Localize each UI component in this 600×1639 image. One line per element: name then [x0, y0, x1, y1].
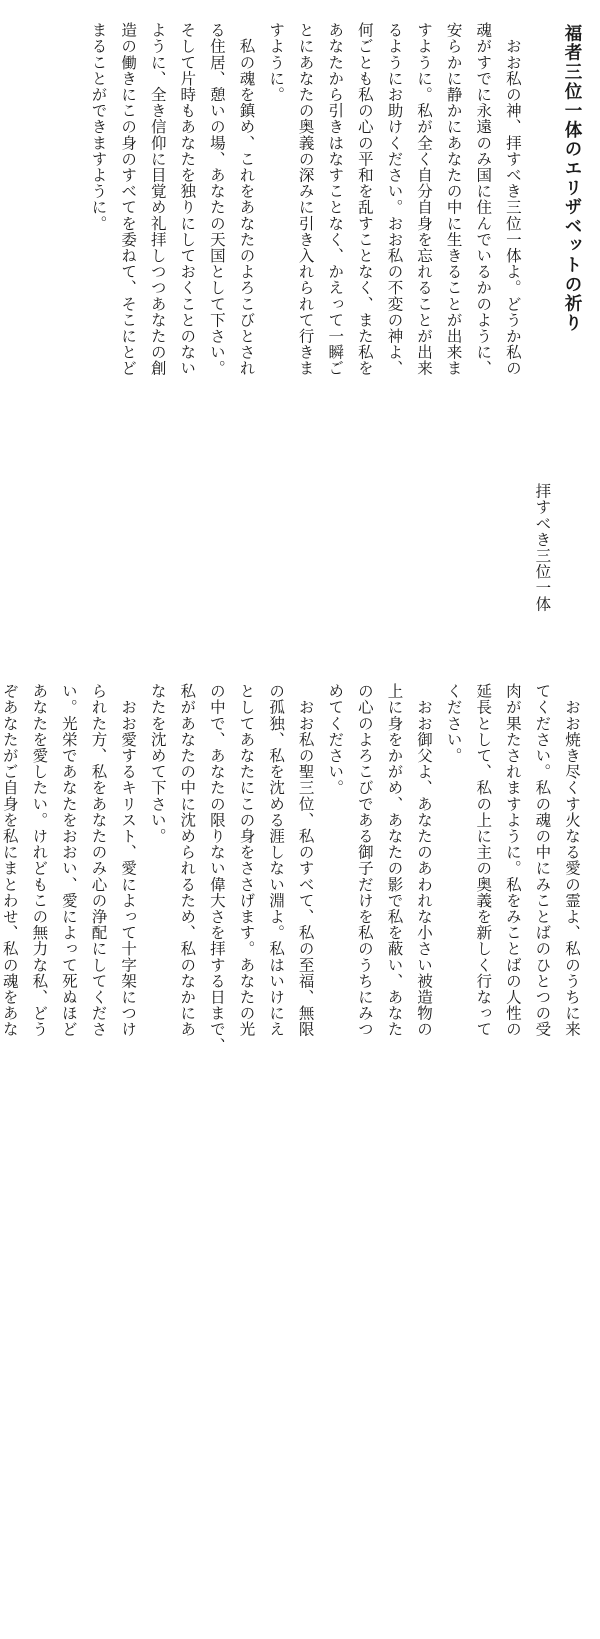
text-line: る住居、憩いの場、あなたの天国として下さい。: [207, 22, 226, 377]
text-line: 私の魂を鎮め、これをあなたのよろこびとされ: [237, 22, 256, 377]
text-line: おお私の聖三位、私のすべて、私の至福、無限: [296, 683, 315, 1038]
text-line: の心のよろこびである御子だけを私のうちにみつ: [355, 683, 374, 1038]
text-line: ぞあなたがご自身を私にまとわせ、私の魂をあな: [0, 683, 19, 1038]
text-line: おお私の神、拝すべき三位一体よ。どうか私の: [503, 22, 522, 377]
text-line: の孤独、私を沈める涯しない淵よ。私はいけにえ: [267, 683, 286, 1038]
text-line: おお御父よ、あなたのあわれな小さい被造物の: [415, 683, 434, 1038]
text-line: ください。: [444, 683, 463, 764]
text-line: 延長として、私の上に主の奥義を新しく行なって: [474, 683, 493, 1038]
text-line: るようにお助けください。おお私の不変の神よ、: [385, 22, 404, 377]
text-line: 私があなたの中に沈められるため、私のなかにあ: [178, 683, 197, 1038]
text-line: すように。: [267, 22, 286, 103]
text-line: られた方、私をあなたのみ心の浄配にしてくださ: [89, 683, 108, 1038]
text-line: 肉が果たされますように。私をみことばの人性の: [503, 683, 522, 1038]
text-line: おお愛するキリスト、愛によって十字架につけ: [119, 683, 138, 1038]
text-line: とにあなたの奥義の深みに引き入れられて行きま: [296, 22, 315, 377]
text-line: すように。私が全く自分自身を忘れることが出来: [415, 22, 434, 377]
text-line: あなたから引きはなすことなく、かえって一瞬ご: [326, 22, 345, 377]
text-line: 造の働きにこの身のすべてを委ねて、そこにとど: [119, 22, 138, 377]
lower-text-block: [0, 683, 586, 1323]
text-line: おお焼き尽くす火なる愛の霊よ、私のうちに来: [563, 683, 581, 1038]
text-line: てください。私の魂の中にみことばのひとつの受: [533, 683, 552, 1038]
text-line: い。光栄であなたをおおい、愛によって死ぬほど: [59, 683, 78, 1038]
text-line: 上に身をかがめ、あなたの影で私を蔽い、あなた: [385, 683, 404, 1038]
text-line: 何ごとも私の心の平和を乱すことなく、また私を: [355, 22, 374, 377]
upper-text-block: [6, 22, 586, 612]
text-line: まることができますように。: [89, 22, 108, 232]
prayer-title: 福者三位一体のエリザベットの祈り: [562, 24, 582, 333]
text-line: なたを沈めて下さい。: [148, 683, 167, 844]
text-line: の中で、あなたの限りない偉大さを拝する日まで、: [207, 683, 226, 1054]
text-line: あなたを愛したい。けれどもこの無力な私、どう: [30, 683, 49, 1038]
text-line: 安らかに静かにあなたの中に生きることが出来ま: [444, 22, 463, 377]
text-line: ように、全き信仰に目覚め礼拝しつつあなたの創: [148, 22, 167, 377]
prayer-subtitle: 拝すべき三位一体: [533, 483, 552, 612]
text-line: 魂がすでに永遠のみ国に住んでいるかのように、: [474, 22, 493, 377]
text-line: めてください。: [326, 683, 345, 796]
text-line: そして片時もあなたを独りにしておくことのない: [178, 22, 197, 377]
text-line: としてあなたにこの身をささげます。あなたの光: [237, 683, 256, 1038]
